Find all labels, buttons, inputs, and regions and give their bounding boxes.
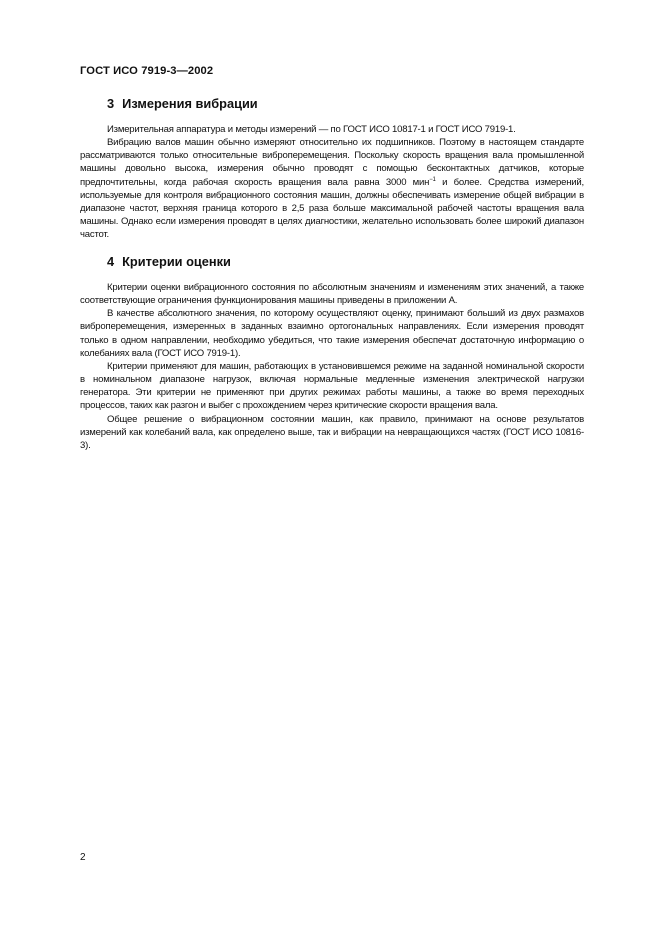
document-code-header: ГОСТ ИСО 7919-3—2002 [80,65,214,77]
paragraph [80,136,584,241]
paragraph-part: и более. Средства измерений, используемые для контроля вибрационного состояния машин, должны обеспечивать измерение общей вибрации в диапазоне частот, верхняя граница которого в 2,5 раза больше максимальной рабочей частоты вращения вала машины. Однако если измерения проводят в целях диагностики, желательно использовать более широкий диапазон частот. [80,176,585,241]
paragraph: Общее решение о вибрационном состоянии машин, как правило, принимают на основе результатов измерений как колебаний вала, как определено выше, так и вибрации на невращающихся частях (ГОСТ ИСО 10816-3). [80,413,584,451]
page-number: 2 [80,852,86,863]
paragraph: Измерительная аппаратура и методы измерений — по ГОСТ ИСО 10817-1 и ГОСТ ИСО 7919-1. [107,124,516,135]
paragraph: В качестве абсолютного значения, по которому осуществляют оценку, принимают больший из двух размахов виброперемещения, измеренных в заданных взаимно ортогональных направлениях. Если измерения проводят только в одном направлении, необходимо убедиться, что такие измерения обеспечат достаточную информацию о колебаниях вала (ГОСТ ИСО 7919-1). [80,308,584,359]
section-3-number: 3 [107,96,115,111]
section-4-heading [107,254,231,269]
paragraph: Критерии оценки вибрационного состояния по абсолютным значениям и изменениям этих значений, а также соответствующие ограничения функционирования машины приведены в приложении А. [80,282,584,307]
section-3-heading [107,96,258,111]
unit-superscript: −1 [429,176,436,183]
section-4-body [80,281,584,452]
section-4-number: 4 [107,254,115,269]
section-3-body [80,123,584,241]
section-3-title: Измерения вибрации [122,96,258,111]
section-4-title: Критерии оценки [122,254,231,269]
paragraph-part: Вибрацию валов машин обычно измеряют относительно их подшипников. Поэтому в настоящем стандарте рассматриваются только относительные виброперемещения. Поскольку скорость вращения вала промышленной машины довольно высока, измерения обычно проводят с помощью бесконтактных датчиков, которые предпочтительны, когда рабочая скорость вращения вала равна 3000 мин [80,137,584,188]
paragraph: Критерии применяют для машин, работающих в установившемся режиме на заданной номинальной скорости в номинальном диапазоне нагрузок, включая нормальные медленные изменения электрической нагрузки генератора. Эти критерии не применяют при других режимах работы машины, а также во время переходных процессов, таких как разгон и выбег с прохождением через критические скорости вращения вала. [80,360,584,412]
